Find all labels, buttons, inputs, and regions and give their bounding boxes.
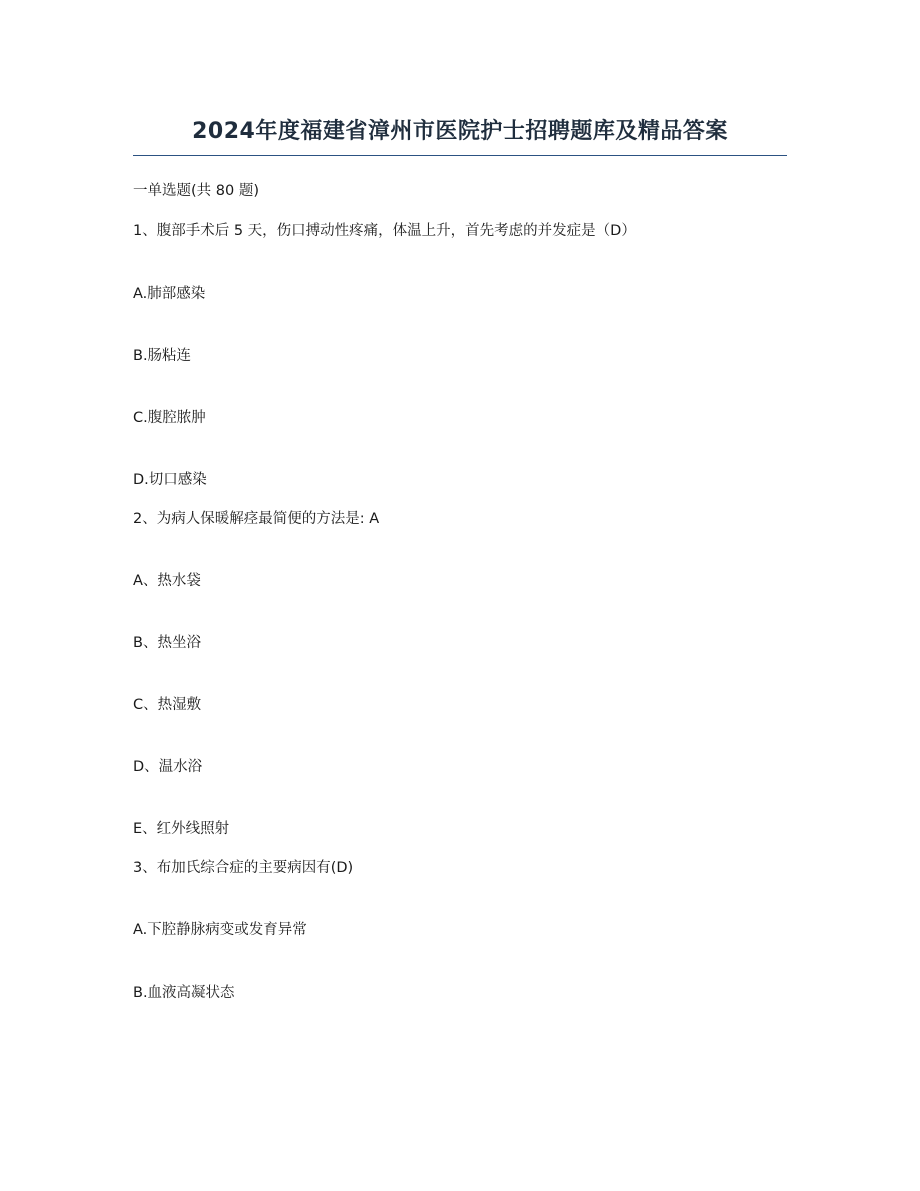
section-heading: 一单选题(共 80 题) (133, 183, 259, 199)
answer-option: D.切口感染 (133, 472, 207, 488)
answer-option: B.血液高凝状态 (133, 985, 235, 1001)
answer-option: B.肠粘连 (133, 348, 192, 364)
question-stem: 3、布加氏综合症的主要病因有(D) (133, 860, 354, 876)
answer-option: E、红外线照射 (133, 821, 230, 837)
answer-option: C、热湿敷 (133, 697, 202, 713)
page-title: 2024年度福建省漳州市医院护士招聘题库及精品答案 (192, 119, 728, 144)
title-divider (133, 155, 787, 156)
answer-option: A.下腔静脉病变或发育异常 (133, 922, 307, 938)
answer-option: C.腹腔脓肿 (133, 410, 206, 426)
answer-option: A、热水袋 (133, 573, 201, 589)
answer-option: B、热坐浴 (133, 635, 201, 651)
question-stem: 2、为病人保暖解痉最简便的方法是: A (133, 511, 380, 527)
answer-option: D、温水浴 (133, 759, 203, 775)
answer-option: A.肺部感染 (133, 286, 206, 302)
question-stem: 1、腹部手术后 5 天，伤口搏动性疼痛，体温上升，首先考虑的并发症是（D） (133, 223, 636, 239)
